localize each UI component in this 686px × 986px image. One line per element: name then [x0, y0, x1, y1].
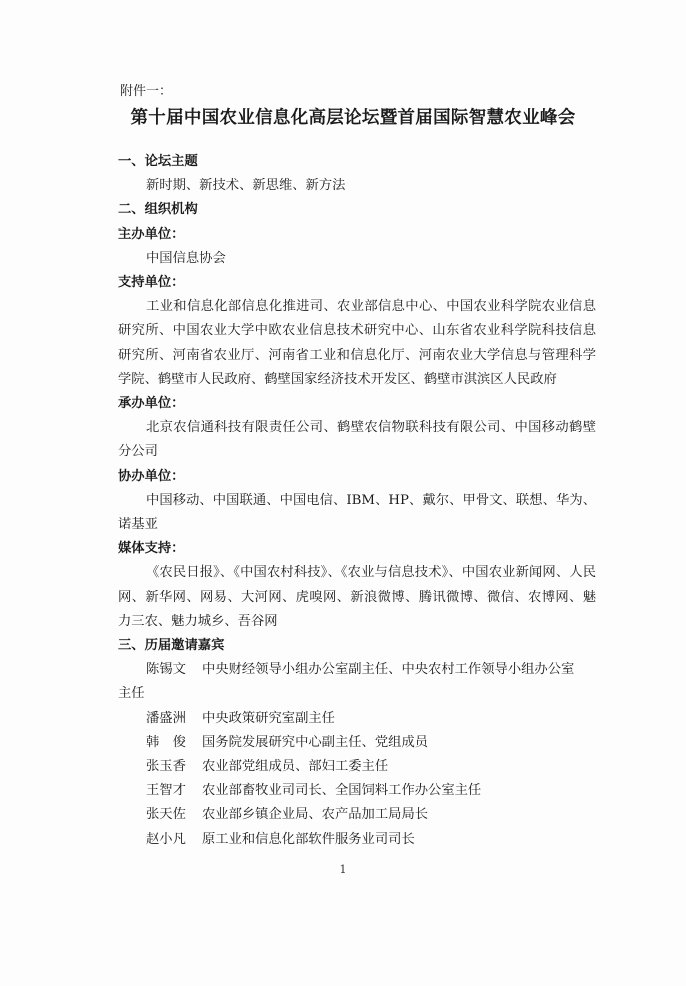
- document-body: [118, 150, 596, 852]
- guest-row: [118, 779, 596, 803]
- guest-row: [118, 828, 596, 852]
- host-text: 中国信息协会: [146, 250, 226, 266]
- guest-row: [118, 707, 596, 731]
- guest-row: [118, 755, 596, 779]
- support-label: 支持单位：: [118, 275, 185, 291]
- attachment-label: 附件一：: [120, 84, 173, 99]
- guest-name: 王智才: [146, 783, 186, 799]
- guest-row: [118, 658, 596, 682]
- media-text: 《农民日报》、《中国农村科技》、《农业与信息技术》、中国农业新闻网、人民网、新华网、网易、大河网、虎嗅网、新浪微博、腾讯微博、微信、农博网、魅力三农、魅力城乡、吾谷网: [118, 565, 596, 629]
- organizer-label: 承办单位：: [118, 396, 185, 412]
- support-text: 工业和信息化部信息化推进司、农业部信息中心、中国农业科学院农业信息研究所、中国农业大学中欧农业信息技术研究中心、山东省农业科学院科技信息研究所、河南省农业厅、河南省工业和信息化厅、河南农业大学信息与管理科学学院、鹤壁市人民政府、鹤壁国家经济技术开发区、鹤壁市淇滨区人民政府: [118, 299, 596, 387]
- section-heading-guests: 三、历届邀请嘉宾: [118, 638, 225, 654]
- guest-row: [118, 803, 596, 827]
- host-label: 主办单位：: [118, 226, 185, 242]
- page-number: 1: [339, 863, 347, 876]
- guest-title-continued: 主任: [118, 686, 145, 702]
- guest-title: 农业部畜牧业司司长、全国饲料工作办公室主任: [202, 783, 482, 799]
- co-organizer-label: 协办单位：: [118, 468, 185, 484]
- page-title: 第十届中国农业信息化高层论坛暨首届国际智慧农业峰会: [130, 108, 576, 128]
- guest-row: [118, 731, 596, 755]
- guest-name: 韩 俊: [146, 734, 186, 750]
- organizer-text: 北京农信通科技有限责任公司、鹤壁农信物联科技有限公司、中国移动鹤壁分公司: [118, 420, 596, 460]
- theme-text: 新时期、新技术、新思维、新方法: [146, 178, 346, 194]
- guest-title: 农业部党组成员、部妇工委主任: [202, 759, 389, 775]
- co-organizer-text: 中国移动、中国联通、中国电信、IBM、HP、戴尔、甲骨文、联想、华为、诺基亚: [118, 492, 596, 533]
- section-heading-theme: 一、论坛主题: [118, 154, 198, 169]
- guest-name: 潘盛洲: [146, 710, 186, 726]
- media-label: 媒体支持：: [118, 541, 185, 557]
- guest-title: 国务院发展研究中心副主任、党组成员: [202, 734, 429, 750]
- guest-title: 农业部乡镇企业局、农产品加工局局长: [202, 807, 429, 823]
- guest-name: 赵小凡: [146, 831, 186, 847]
- guest-name: 张天佐: [146, 807, 186, 823]
- section-heading-org: 二、组织机构: [118, 202, 198, 218]
- guest-title: 原工业和信息化部软件服务业司司长: [202, 831, 415, 847]
- guest-title: 中央政策研究室副主任: [202, 710, 335, 726]
- guest-title: 中央财经领导小组办公室副主任、中央农村工作领导小组办公室: [202, 662, 575, 678]
- guest-name: 陈锡文: [146, 662, 186, 678]
- guest-name: 张玉香: [146, 759, 186, 775]
